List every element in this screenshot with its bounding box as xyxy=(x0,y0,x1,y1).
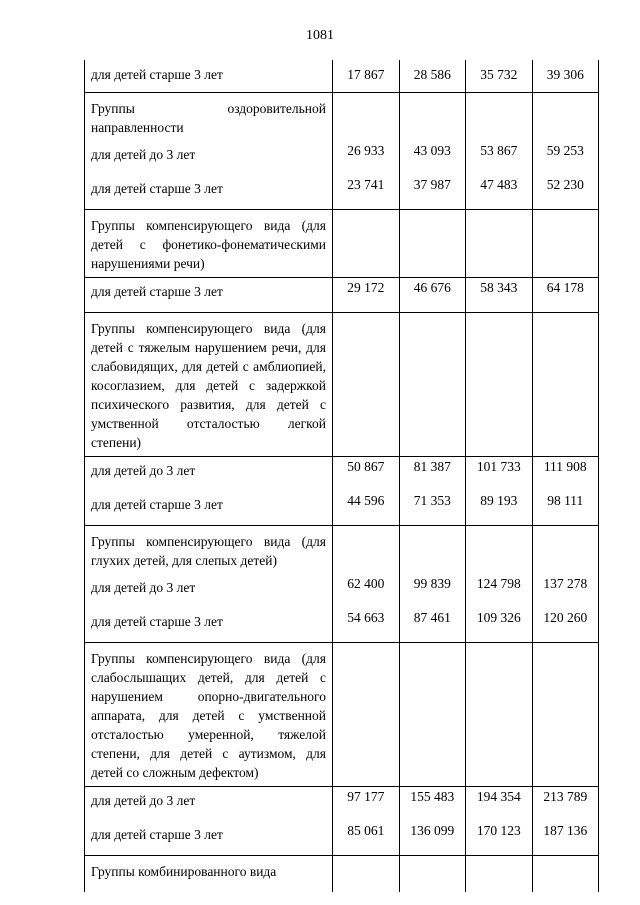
value-cell: 170 123 xyxy=(466,821,533,856)
value-cell xyxy=(532,93,599,142)
group-title: Группы комбинированного вида xyxy=(85,856,333,893)
table-row xyxy=(85,141,599,175)
value-cell: 97 177 xyxy=(333,787,400,822)
group-title: Группы компенсирующего вида (для глухих детей, для слепых детей) xyxy=(85,526,333,575)
group-header-row xyxy=(85,93,599,142)
value-cell xyxy=(466,313,533,457)
table-row xyxy=(85,278,599,313)
value-cell: 98 111 xyxy=(532,491,599,526)
value-cell: 23 741 xyxy=(333,175,400,210)
table-row xyxy=(85,491,599,526)
group-header-row xyxy=(85,313,599,457)
table-row xyxy=(85,574,599,608)
page-number: 1081 xyxy=(306,28,334,43)
table-row xyxy=(85,608,599,643)
value-cell: 109 326 xyxy=(466,608,533,643)
group-title: Группы компенсирующего вида (для детей с тяжелым нарушением речи, для слабовидящих, для детей с амблиопией, косоглазием, для детей с задержкой психического развития, для детей с умственной отсталостью легкой степени) xyxy=(85,313,333,457)
value-cell: 58 343 xyxy=(466,278,533,313)
value-cell: 35 732 xyxy=(466,60,533,93)
value-cell xyxy=(466,210,533,278)
group-title: Группы компенсирующего вида (для детей с фонетико-фонематическими нарушениями речи) xyxy=(85,210,333,278)
table-row xyxy=(85,60,599,93)
value-cell xyxy=(333,210,400,278)
value-cell: 43 093 xyxy=(399,141,466,175)
value-cell xyxy=(532,643,599,787)
table-row xyxy=(85,787,599,822)
value-cell: 37 987 xyxy=(399,175,466,210)
tariff-table xyxy=(84,60,599,892)
table-body xyxy=(85,60,599,892)
group-title: Группы оздоровительной направленности xyxy=(85,93,333,142)
value-cell: 187 136 xyxy=(532,821,599,856)
row-label: для детей до 3 лет xyxy=(85,787,333,822)
value-cell: 111 908 xyxy=(532,457,599,492)
value-cell xyxy=(532,210,599,278)
group-header-row xyxy=(85,856,599,893)
value-cell xyxy=(532,313,599,457)
value-cell: 213 789 xyxy=(532,787,599,822)
value-cell xyxy=(399,93,466,142)
value-cell: 81 387 xyxy=(399,457,466,492)
value-cell: 44 596 xyxy=(333,491,400,526)
value-cell: 29 172 xyxy=(333,278,400,313)
value-cell xyxy=(399,210,466,278)
row-label: для детей старше 3 лет xyxy=(85,175,333,210)
value-cell xyxy=(333,526,400,575)
group-title: Группы компенсирующего вида (для слабослышащих детей, для детей с нарушением опорно-двигательного аппарата, для детей с умственной отсталостью умеренной, тяжелой степени, для детей с аутизмом, для детей со сложным дефектом) xyxy=(85,643,333,787)
row-label: для детей старше 3 лет xyxy=(85,821,333,856)
group-header-row xyxy=(85,526,599,575)
value-cell xyxy=(333,856,400,893)
value-cell: 26 933 xyxy=(333,141,400,175)
value-cell: 62 400 xyxy=(333,574,400,608)
value-cell: 124 798 xyxy=(466,574,533,608)
value-cell xyxy=(466,93,533,142)
value-cell xyxy=(532,526,599,575)
row-label: для детей до 3 лет xyxy=(85,141,333,175)
value-cell xyxy=(333,643,400,787)
value-cell xyxy=(399,856,466,893)
value-cell: 99 839 xyxy=(399,574,466,608)
value-cell: 50 867 xyxy=(333,457,400,492)
value-cell: 120 260 xyxy=(532,608,599,643)
row-label: для детей старше 3 лет xyxy=(85,278,333,313)
row-label: для детей до 3 лет xyxy=(85,457,333,492)
value-cell: 194 354 xyxy=(466,787,533,822)
row-label: для детей старше 3 лет xyxy=(85,608,333,643)
value-cell: 53 867 xyxy=(466,141,533,175)
value-cell xyxy=(466,526,533,575)
value-cell: 87 461 xyxy=(399,608,466,643)
value-cell: 46 676 xyxy=(399,278,466,313)
value-cell: 155 483 xyxy=(399,787,466,822)
value-cell: 52 230 xyxy=(532,175,599,210)
value-cell: 47 483 xyxy=(466,175,533,210)
value-cell: 85 061 xyxy=(333,821,400,856)
value-cell: 101 733 xyxy=(466,457,533,492)
value-cell: 28 586 xyxy=(399,60,466,93)
value-cell: 17 867 xyxy=(333,60,400,93)
row-label: для детей старше 3 лет xyxy=(85,60,333,93)
value-cell: 137 278 xyxy=(532,574,599,608)
value-cell xyxy=(333,313,400,457)
value-cell: 59 253 xyxy=(532,141,599,175)
value-cell xyxy=(399,643,466,787)
value-cell: 39 306 xyxy=(532,60,599,93)
table-row xyxy=(85,175,599,210)
value-cell xyxy=(532,856,599,893)
value-cell: 64 178 xyxy=(532,278,599,313)
table-row xyxy=(85,457,599,492)
group-header-row xyxy=(85,210,599,278)
table-row xyxy=(85,821,599,856)
value-cell xyxy=(466,856,533,893)
row-label: для детей старше 3 лет xyxy=(85,491,333,526)
value-cell xyxy=(333,93,400,142)
group-header-row xyxy=(85,643,599,787)
value-cell xyxy=(399,313,466,457)
value-cell xyxy=(399,526,466,575)
value-cell: 71 353 xyxy=(399,491,466,526)
value-cell xyxy=(466,643,533,787)
row-label: для детей до 3 лет xyxy=(85,574,333,608)
value-cell: 54 663 xyxy=(333,608,400,643)
value-cell: 89 193 xyxy=(466,491,533,526)
value-cell: 136 099 xyxy=(399,821,466,856)
